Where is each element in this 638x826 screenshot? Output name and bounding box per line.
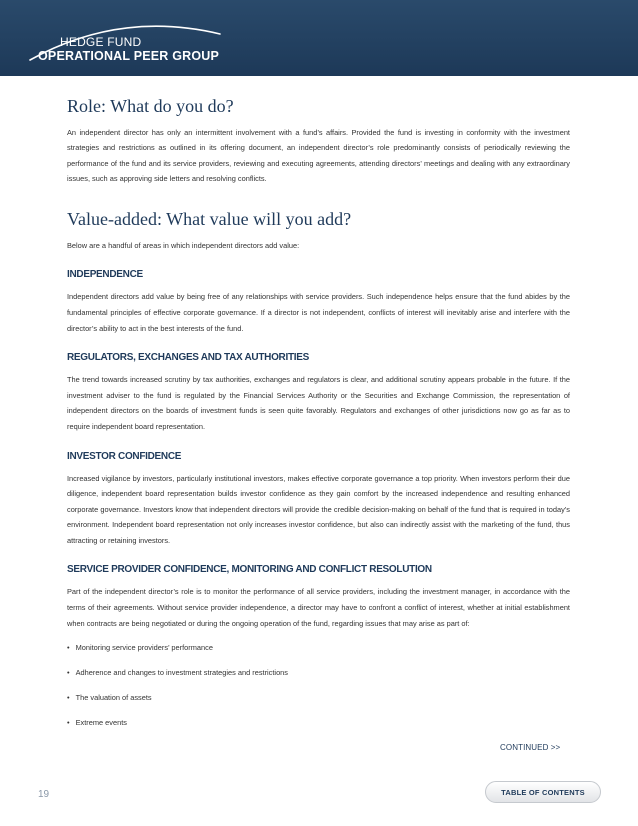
role-title: Role: What do you do? — [67, 96, 234, 116]
bullet-dot-icon: • — [67, 718, 70, 728]
independence-heading: INDEPENDENCE — [67, 269, 143, 281]
brand-line1: HEDGE FUND — [60, 35, 142, 49]
bullet-dot-icon: • — [67, 668, 70, 678]
value-added-intro: Below are a handful of areas in which independent directors add value: — [67, 240, 300, 250]
bullet-item — [67, 668, 570, 678]
service-provider-bullet-list — [67, 643, 570, 728]
bullet-item-text: Extreme events — [75, 718, 127, 728]
regulators-body: The trend towards increased scrutiny by tax authorities, exchanges and regulators is clear, and additional scrutiny appears probable in the future. If the investment adviser to the fund is regulated by the Financial Services Authority or the Securities and Exchange Commission, the representation of independent directors on the boards of investment funds is seen quite favorably. Regulators and exchanges of other jurisdictions now go as far as to require independent board representation. — [67, 375, 570, 431]
brand-line2: OPERATIONAL PEER GROUP — [38, 49, 220, 63]
continued-link[interactable]: CONTINUED >> — [500, 743, 561, 752]
independence-body: Independent directors add value by being free of any relationships with service providers. Such independence helps ensure that the fund abides by the fundamental principles of effective corporate governance. If a director is not independent, conflicts of interest will inevitably arise and interfere with the director’s ability to act in the best interests of the fund. — [67, 292, 570, 333]
main-content — [67, 96, 570, 743]
bullet-dot-icon: • — [67, 693, 70, 703]
bullet-item-text: Monitoring service providers’ performance — [75, 643, 213, 653]
bullet-item-text: Adherence and changes to investment strategies and restrictions — [75, 668, 288, 678]
value-added-title: Value-added: What value will you add? — [67, 209, 352, 230]
bullet-item — [67, 718, 570, 728]
bullet-item — [67, 643, 570, 653]
investor-confidence-body: Increased vigilance by investors, particularly institutional investors, makes effective corporate governance a top priority. When investors perform their due diligence, independent board representation builds investor confidence as they gain comfort by the increased independence and resulting enhanced corporate governance. Investors know that independent directors will provide the credible decision-making on behalf of the fund that is required in today’s environment. Independent board representation not only increases investor confidence, but also can indirectly assist with the marketing of the fund, thus attracting or retaining investors. — [67, 473, 570, 545]
role-body: An independent director has only an intermittent involvement with a fund’s affairs. Provided the fund is investing in conformity with the investment strategies and restrictions as outlined in its offering document, an independent director’s role predominantly consists of periodically reviewing the performance of the fund and its service providers, reviewing and executing agreements, attending directors’ meetings and dealing with any extraordinary issues, such as approving side letters and resolving conflicts. — [67, 127, 570, 184]
service-provider-body: Part of the independent director’s role is to monitor the performance of all service providers, including the investment manager, in accordance with the terms of their agreements. Without service provider independence, a director may have to confront a conflict of interest, whether at initial establishment when contracts are being negotiated or during the ongoing operation of the fund, regarding issues that may arise as part of: — [67, 587, 570, 628]
investor-confidence-heading: INVESTOR CONFIDENCE — [67, 450, 182, 462]
table-of-contents-button[interactable]: TABLE OF CONTENTS — [485, 781, 601, 803]
page-number: 19 — [38, 789, 50, 800]
bullet-item — [67, 693, 570, 703]
brand-logo — [38, 36, 219, 63]
regulators-heading: REGULATORS, EXCHANGES AND TAX AUTHORITIES — [67, 352, 309, 364]
page-header — [0, 0, 638, 76]
bullet-dot-icon: • — [67, 643, 70, 653]
service-provider-heading: SERVICE PROVIDER CONFIDENCE, MONITORING AND CONFLICT RESOLUTION — [67, 564, 432, 576]
bullet-item-text: The valuation of assets — [75, 693, 152, 703]
